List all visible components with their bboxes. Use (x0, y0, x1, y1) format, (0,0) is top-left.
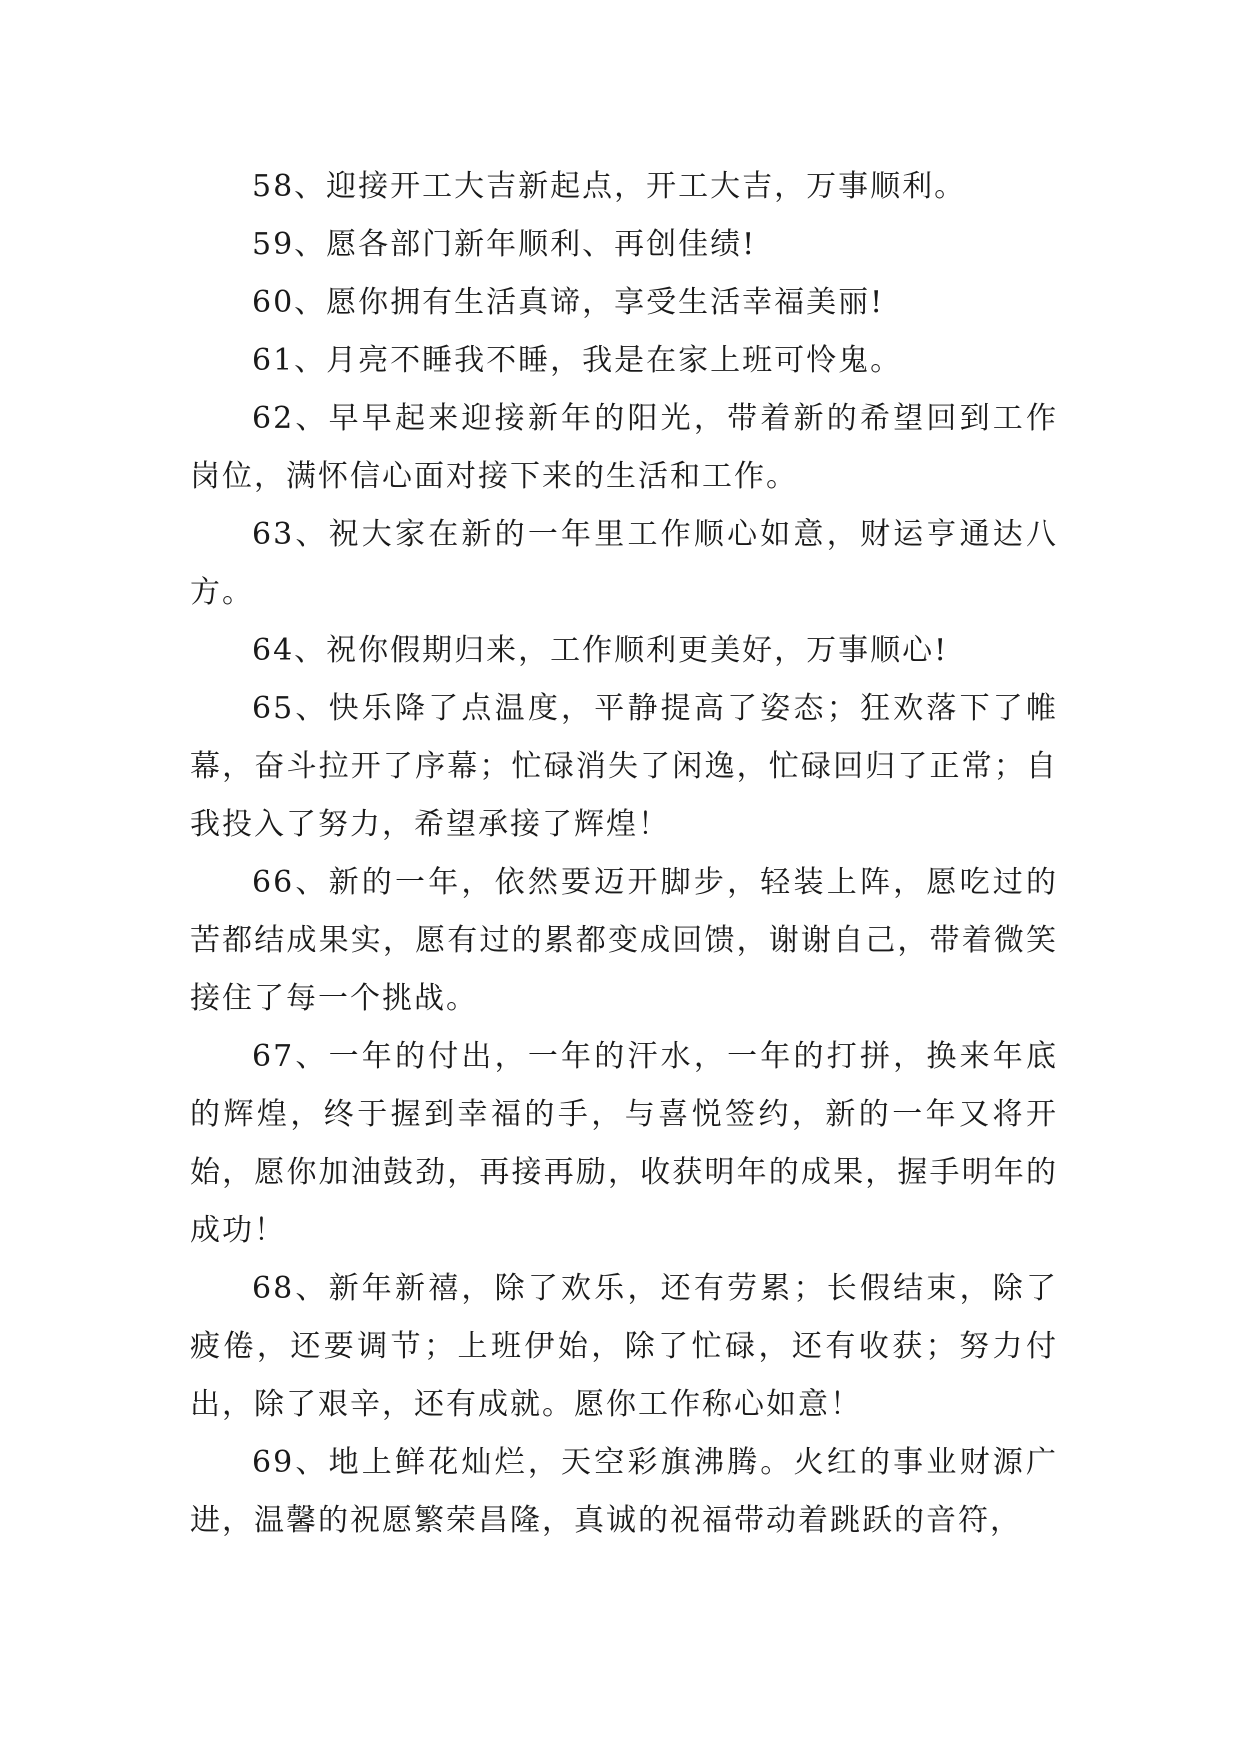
paragraph-67: 67、一年的付出，一年的汗水，一年的打拼，换来年底的辉煌，终于握到幸福的手，与喜悦签约，新的一年又将开始，愿你加油鼓劲，再接再励，收获明年的成果，握手明年的成功！ (190, 1039, 1058, 1248)
paragraph-59: 59、愿各部门新年顺利、再创佳绩! (252, 227, 757, 262)
paragraph-68: 68、新年新禧，除了欢乐，还有劳累；长假结束，除了疲倦，还要调节；上班伊始，除了忙碌，还有收获；努力付出，除了艰辛，还有成就。愿你工作称心如意！ (190, 1271, 1058, 1422)
paragraph-66: 66、新的一年，依然要迈开脚步，轻装上阵，愿吃过的苦都结成果实，愿有过的累都变成回馈，谢谢自己，带着微笑接住了每一个挑战。 (190, 865, 1058, 1016)
paragraph-58: 58、迎接开工大吉新起点，开工大吉，万事顺利。 (252, 169, 967, 204)
paragraph-63: 63、祝大家在新的一年里工作顺心如意，财运亨通达八方。 (190, 517, 1058, 610)
document-body (190, 158, 1058, 1550)
paragraph-69: 69、地上鲜花灿烂，天空彩旗沸腾。火红的事业财源广进，温馨的祝愿繁荣昌隆，真诚的祝福带动着跳跃的音符， (190, 1445, 1058, 1538)
paragraph-61: 61、月亮不睡我不睡，我是在家上班可怜鬼。 (252, 343, 903, 378)
paragraph-60: 60、愿你拥有生活真谛，享受生活幸福美丽! (252, 285, 885, 320)
paragraph-64: 64、祝你假期归来，工作顺利更美好，万事顺心! (252, 633, 949, 668)
paragraph-65: 65、快乐降了点温度，平静提高了姿态；狂欢落下了帷幕，奋斗拉开了序幕；忙碌消失了闲逸，忙碌回归了正常；自我投入了努力，希望承接了辉煌！ (190, 691, 1058, 842)
paragraph-62: 62、早早起来迎接新年的阳光，带着新的希望回到工作岗位，满怀信心面对接下来的生活和工作。 (190, 401, 1058, 494)
